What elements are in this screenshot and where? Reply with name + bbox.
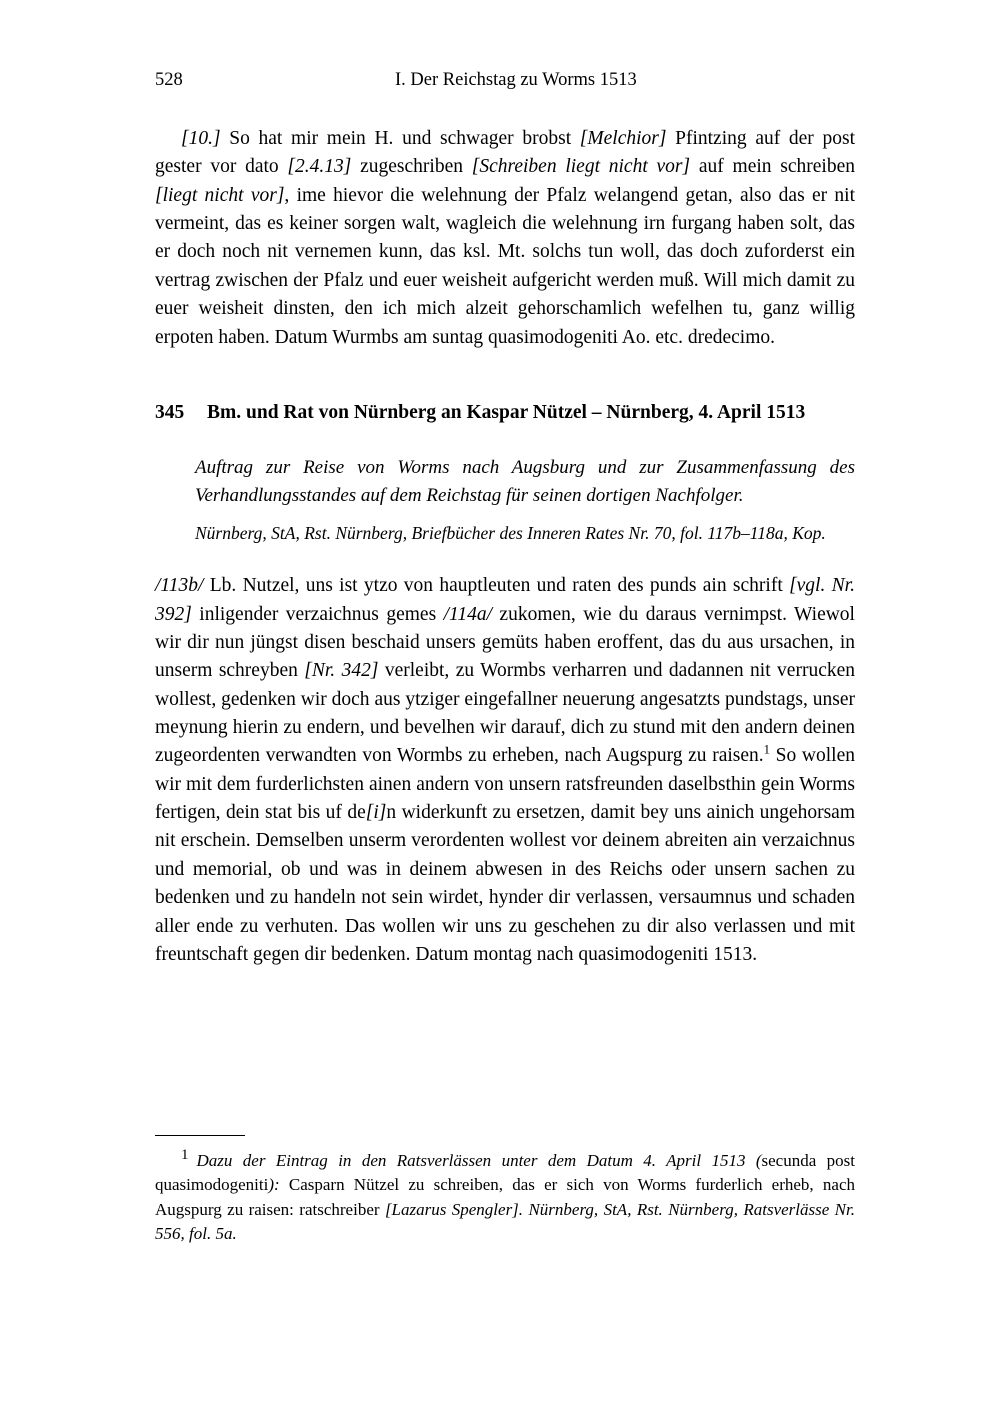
preceding-part-8: [liegt nicht vor] [155, 184, 285, 206]
body-part-5: zukomen, wie du daraus vernimpst. Wiewol wir dir nun jüngst disen beschaid unsers gemüts haben eroffent, das du aus ursachen, in unserm schreyben [155, 603, 855, 682]
body-part-11: n widerkunft zu ersetzen, damit bey uns ainich ungehorsam nit erschein. Demselben unserm verordenten wollest vor deinem abreiten ain verzaichnus und memorial, ob und was in deinem abwesen in des Reichs oder unsern sachen zu bedenken und zu handeln not sein wirdet, hynder dir verlassen, versaumnus und schaden aller ende zu verhuten. Das wollen wir uns zu geschehen zu dir also verlassen und mit freuntschaft gegen dir bedenken. Datum montag nach quasimodogeniti 1513. [155, 802, 855, 965]
preceding-part-5: zugeschriben [351, 156, 472, 178]
footnote-area [155, 1135, 855, 1247]
running-head [155, 70, 855, 91]
footnote-part-4: [Lazarus Spengler]. Nürnberg, StA, Rst. Nürnberg, Ratsverlässe Nr. 556, fol. 5a. [155, 1199, 855, 1244]
preceding-part-1: So hat mir mein H. und schwager brobst [220, 128, 580, 149]
preceding-part-2: [Melchior] [579, 128, 667, 149]
footnote-part-1: secunda post quasimodogeniti [155, 1151, 856, 1195]
document-heading [155, 402, 855, 424]
preceding-part-0: [10.] [181, 128, 221, 149]
preceding-part-7: auf mein schreiben [690, 156, 855, 178]
document-source: Nürnberg, StA, Rst. Nürnberg, Briefbücher des Inneren Rates Nr. 70, fol. 117b–118a, Kop. [195, 523, 826, 544]
page-content [155, 70, 855, 969]
body-part-1: Lb. Nutzel, uns ist ytzo von hauptleuten und raten des punds ain schrift [203, 575, 790, 597]
footnote-part-3: Casparn Nützel zu schreiben, das er sich von Worms furderlich erheb, nach Augspurg zu raisen: ratschreiber [155, 1175, 855, 1219]
footnote-part-0: Dazu der Eintrag in den Ratsverlässen unter dem Datum 4. April 1513 ( [196, 1151, 762, 1170]
running-title: I. Der Reichstag zu Worms 1513 [395, 70, 637, 90]
preceding-part-4: [2.4.13] [287, 156, 352, 178]
document-number: 345 [155, 401, 185, 423]
footnote-1 [155, 1149, 855, 1247]
footnote-reference-1[interactable]: 1 [763, 742, 770, 757]
footnote-part-2: ): [268, 1175, 289, 1195]
page-number: 528 [155, 70, 183, 90]
body-part-10: [i] [365, 802, 387, 824]
body-part-2: [vgl. Nr. 392] [155, 575, 855, 625]
body-part-3: inligender verzaichnus gemes [191, 603, 444, 625]
footnote-rule [155, 1135, 245, 1136]
document-regest: Auftrag zur Reise von Worms nach Augsburg und zur Zusammenfassung des Verhandlungsstandes auf dem Reichstag für seinen dortigen Nachfolger. [195, 456, 855, 506]
body-part-6: [Nr. 342] [304, 660, 379, 682]
document-body [155, 572, 855, 969]
body-part-4: /114a/ [443, 603, 492, 625]
preceding-part-3: Pfintzing auf der post gester vor dato [155, 128, 855, 178]
document-title: Bm. und Rat von Nürnberg an Kaspar Nützel – Nürnberg, 4. April 1513 [207, 401, 806, 423]
body-part-7: verleibt, zu Wormbs verharren und dadannen nit verrucken wollest, gedenken wir doch aus ytziger eingefallner neuerung angesatzts pundstags, unser meynung hierin zu endern, und bevelhen wir darauf, dich zu stund mit den andern deinen zugeordenten verwandten von Wormbs zu erheben, nach Augspurg zu raisen. [155, 660, 855, 767]
preceding-part-9: , ime hievor die welehnung der Pfalz welangend getan, also das er nit vermeint, das es keiner sorgen walt, wagleich die welehnung irn furgang haben solt, das er doch noch nit vernemen kunn, das ksl. Mt. solchs tun woll, das doch zuforderst ein vertrag zwischen der Pfalz und euer weisheit aufgericht werden muß. Will mich damit zu euer weisheit dinsten, den ich mich alzeit gehorschamlich wefelhen tu, ganz willig erpoten haben. Datum Wurmbs am suntag quasimodogeniti Ao. etc. dredecimo. [155, 184, 855, 348]
footnote-number: 1 [181, 1147, 189, 1164]
preceding-part-6: [Schreiben liegt nicht vor] [471, 156, 691, 178]
preceding-item-paragraph [155, 125, 855, 352]
body-part-0: /113b/ [155, 575, 204, 597]
body-part-9: So wollen wir mit dem furderlichsten ainen andern von unsern ratsfreunden daselbsthin gein Worms fertigen, dein stat bis uf de [155, 745, 855, 824]
